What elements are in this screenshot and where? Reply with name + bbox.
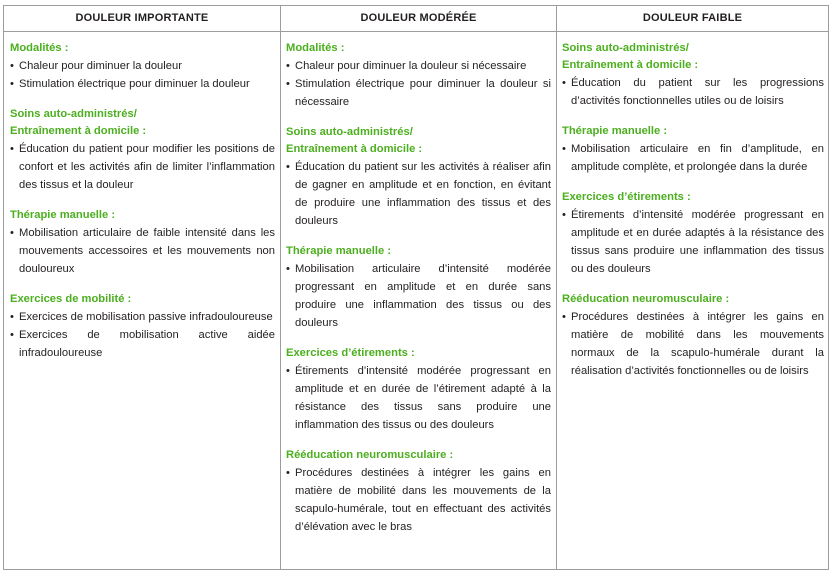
item-list: [286, 158, 551, 230]
section-title: Entraînement à domicile :: [562, 59, 699, 71]
treatment-table: [3, 5, 829, 570]
item-list: [562, 308, 824, 380]
section-exercices-etirements: [562, 189, 824, 278]
list-item: • Chaleur pour diminuer la douleur: [10, 57, 275, 75]
item-list: [10, 57, 275, 93]
section-title: Exercices de mobilité :: [10, 293, 132, 305]
section-modalites: [10, 40, 275, 93]
list-item: • Exercices de mobilisation active aidée infradouloureuse: [10, 326, 275, 362]
item-list: [286, 464, 551, 536]
table-header: [4, 6, 828, 32]
item-list: [10, 140, 275, 194]
list-item: • Chaleur pour diminuer la douleur si nécessaire: [286, 57, 551, 75]
section-therapie-manuelle: [10, 207, 275, 278]
list-item: • Étirements d’intensité modérée progressant en amplitude et en durée adaptés à la résistance des tissus sans produire une inflammation des tissus ou des douleurs: [562, 206, 824, 278]
section-title: Modalités :: [10, 42, 69, 54]
header-douleur-moderee: DOULEUR MODÉRÉE: [360, 12, 477, 24]
column-douleur-moderee: [286, 40, 551, 542]
header-douleur-importante: DOULEUR IMPORTANTE: [75, 12, 209, 24]
section-title: Modalités :: [286, 42, 345, 54]
item-list: [286, 362, 551, 434]
section-title: Entraînement à domicile :: [10, 125, 147, 137]
item-list: [562, 74, 824, 110]
section-title: Rééducation neuromusculaire :: [562, 293, 730, 305]
section-therapie-manuelle: [562, 123, 824, 176]
list-item: • Mobilisation articulaire d’intensité modérée progressant en amplitude et en durée sans produire une inflammation des tissus ou des douleurs: [286, 260, 551, 332]
column-douleur-importante: [10, 40, 275, 368]
section-soins-auto-administres: [286, 124, 551, 230]
section-exercices-etirements: [286, 345, 551, 434]
section-title: Exercices d’étirements :: [562, 191, 691, 203]
section-reeducation-neuromusculaire: [286, 447, 551, 536]
section-soins-auto-administres: [10, 106, 275, 194]
list-item: • Étirements d’intensité modérée progressant en amplitude et en durée de l’étirement adapté à la résistance des tissus sans produire une inflammation des tissus ou des douleurs: [286, 362, 551, 434]
section-title: Soins auto-administrés/: [562, 42, 689, 54]
list-item: • Procédures destinées à intégrer les gains en matière de mobilité dans les mouvements normaux de la scapulo-humérale durant la réalisation d’activités fonctionnelles ou de loisirs: [562, 308, 824, 380]
list-item: • Stimulation électrique pour diminuer la douleur si nécessaire: [286, 75, 551, 111]
header-douleur-faible: DOULEUR FAIBLE: [642, 12, 743, 24]
list-item: • Procédures destinées à intégrer les gains en matière de mobilité dans les mouvements de la scapulo-humérale, tout en effectuant des activités d’élévation avec le bras: [286, 464, 551, 536]
list-item: • Éducation du patient sur les progressions d’activités fonctionnelles utiles ou de loisirs: [562, 74, 824, 110]
column-divider: [280, 6, 281, 569]
list-item: • Mobilisation articulaire en fin d’amplitude, en amplitude complète, et prolongée dans la durée: [562, 140, 824, 176]
section-therapie-manuelle: [286, 243, 551, 332]
section-title: Thérapie manuelle :: [286, 245, 392, 257]
section-title: Entraînement à domicile :: [286, 143, 423, 155]
section-title: Soins auto-administrés/: [10, 108, 137, 120]
list-item: • Éducation du patient sur les activités à réaliser afin de gagner en amplitude et en fonction, en évitant de produire une inflammation des tissus et des douleurs: [286, 158, 551, 230]
item-list: [286, 57, 551, 111]
list-item: • Stimulation électrique pour diminuer la douleur: [10, 75, 275, 93]
section-title: Exercices d’étirements :: [286, 347, 415, 359]
item-list: [286, 260, 551, 332]
list-item: • Éducation du patient pour modifier les positions de confort et les activités afin de limiter l’inflammation des tissus et la douleur: [10, 140, 275, 194]
section-soins-auto-administres: [562, 40, 824, 110]
list-item: • Exercices de mobilisation passive infradouloureuse: [10, 308, 275, 326]
item-list: [10, 224, 275, 278]
section-title: Rééducation neuromusculaire :: [286, 449, 454, 461]
list-item: • Mobilisation articulaire de faible intensité dans les mouvements accessoires et les mouvements non douloureux: [10, 224, 275, 278]
section-modalites: [286, 40, 551, 111]
section-reeducation-neuromusculaire: [562, 291, 824, 380]
section-exercices-mobilite: [10, 291, 275, 362]
section-title: Thérapie manuelle :: [562, 125, 668, 137]
section-title: Thérapie manuelle :: [10, 209, 116, 221]
item-list: [10, 308, 275, 362]
item-list: [562, 206, 824, 278]
item-list: [562, 140, 824, 176]
section-title: Soins auto-administrés/: [286, 126, 413, 138]
column-douleur-faible: [562, 40, 824, 386]
column-divider: [556, 6, 557, 569]
